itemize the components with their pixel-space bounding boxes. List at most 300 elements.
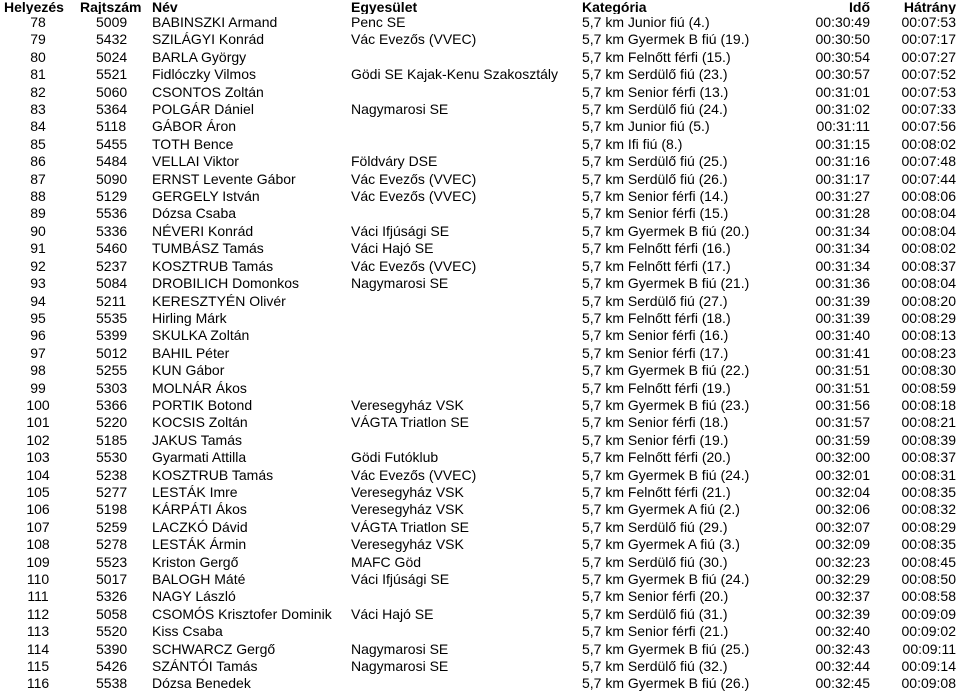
- cell-gap: 00:08:35: [901, 536, 956, 553]
- cell-club: [351, 380, 582, 397]
- cell-bib: 5303: [96, 379, 128, 396]
- cell-category: 5,7 km Serdülő fiú (31.): [582, 605, 728, 622]
- cell-time: 00:31:34: [815, 240, 870, 257]
- cell-club: [351, 345, 582, 362]
- cell-rank: 81: [30, 66, 46, 83]
- cell-category: 5,7 km Serdülő fiú (26.): [582, 170, 728, 187]
- cell-category: 5,7 km Junior fiú (4.): [582, 14, 710, 30]
- cell-name: GERGELY István: [152, 188, 260, 205]
- cell-rank: 108: [26, 536, 50, 553]
- cell-club: [351, 293, 582, 310]
- cell-gap: 00:08:37: [901, 257, 956, 274]
- cell-name: KUN Gábor: [152, 362, 225, 379]
- cell-bib: 5484: [96, 153, 128, 170]
- cell-rank: 91: [30, 240, 46, 257]
- cell-name: DROBILICH Domonkos: [152, 275, 300, 292]
- cell-category: 5,7 km Ifi fiú (8.): [582, 135, 683, 152]
- cell-category: 5,7 km Felnőtt férfi (19.): [582, 379, 731, 396]
- cell-rank: 114: [26, 640, 50, 657]
- cell-name: TUMBÁSZ Tamás: [152, 240, 264, 257]
- cell-rank: 103: [26, 449, 50, 466]
- cell-bib: 5060: [96, 83, 128, 100]
- cell-gap: 00:07:53: [901, 14, 956, 30]
- cell-club: Nagymarosi SE: [351, 658, 449, 675]
- cell-category: 5,7 km Serdülő fiú (30.): [582, 553, 728, 570]
- cell-name: KOSZTRUB Tamás: [152, 257, 274, 274]
- cell-time: 00:31:28: [815, 205, 870, 222]
- cell-rank: 80: [30, 48, 46, 65]
- cell-bib: 5455: [96, 135, 128, 152]
- cell-rank: 92: [30, 257, 46, 274]
- cell-club: Földváry DSE: [351, 153, 438, 170]
- header-name: Név: [152, 0, 178, 14]
- cell-name: Kriston Gergő: [152, 553, 239, 570]
- cell-category: 5,7 km Felnőtt férfi (18.): [582, 309, 731, 326]
- cell-club: Vác Evezős (VVEC): [351, 466, 477, 483]
- cell-gap: 00:08:35: [901, 483, 956, 500]
- cell-bib: 5012: [96, 344, 128, 361]
- cell-bib: 5523: [96, 553, 128, 570]
- cell-club: VÁGTA Triatlon SE: [351, 518, 470, 535]
- cell-bib: 5211: [96, 292, 127, 309]
- cell-club: [351, 49, 582, 66]
- table-row: [0, 449, 960, 466]
- cell-time: 00:32:29: [815, 571, 870, 587]
- cell-rank: 86: [30, 153, 46, 170]
- cell-bib: 5129: [96, 188, 128, 205]
- cell-name: LACZKÓ Dávid: [152, 518, 248, 535]
- cell-bib: 5237: [96, 257, 128, 274]
- cell-club: [351, 432, 582, 449]
- cell-rank: 110: [26, 571, 50, 587]
- cell-time: 00:31:40: [815, 327, 870, 344]
- cell-club: Vác Evezős (VVEC): [351, 188, 477, 205]
- table-row: [0, 101, 960, 118]
- table-row: [0, 66, 960, 83]
- cell-name: VELLAI Viktor: [152, 153, 239, 170]
- cell-club: Vác Evezős (VVEC): [351, 170, 477, 187]
- cell-bib: 5336: [96, 222, 128, 239]
- cell-bib: 5024: [96, 48, 128, 65]
- cell-time: 00:30:50: [815, 31, 870, 48]
- cell-name: Dózsa Benedek: [152, 675, 251, 692]
- cell-time: 00:31:36: [815, 275, 870, 292]
- cell-bib: 5238: [96, 466, 128, 483]
- cell-bib: 5426: [96, 658, 128, 675]
- cell-gap: 00:07:53: [901, 83, 956, 100]
- cell-category: 5,7 km Gyermek B fiú (23.): [582, 396, 750, 413]
- cell-name: Kiss Csaba: [152, 623, 223, 640]
- cell-time: 00:32:43: [815, 640, 870, 657]
- cell-name: Hirling Márk: [152, 309, 227, 326]
- cell-bib: 5009: [96, 14, 128, 30]
- cell-rank: 113: [26, 623, 50, 640]
- cell-club: Gödi SE Kajak-Kenu Szakosztály: [351, 66, 558, 83]
- cell-gap: 00:08:20: [901, 292, 956, 309]
- cell-gap: 00:08:59: [901, 379, 956, 396]
- cell-category: 5,7 km Senior férfi (13.): [582, 83, 729, 100]
- table-row: [0, 205, 960, 222]
- cell-gap: 00:08:45: [901, 553, 956, 570]
- cell-bib: 5521: [96, 66, 128, 83]
- cell-category: 5,7 km Senior férfi (20.): [582, 588, 729, 605]
- cell-time: 00:31:51: [815, 379, 870, 396]
- cell-club: Váci Ifjúsági SE: [351, 222, 450, 239]
- cell-time: 00:31:57: [815, 414, 870, 431]
- cell-bib: 5220: [96, 414, 128, 431]
- cell-club: [351, 588, 582, 605]
- cell-name: KERESZTYÉN Olivér: [152, 292, 286, 309]
- cell-name: POLGÁR Dániel: [152, 101, 254, 118]
- cell-category: 5,7 km Serdülő fiú (25.): [582, 153, 728, 170]
- cell-category: 5,7 km Gyermek B fiú (24.): [582, 466, 750, 483]
- cell-gap: 00:07:17: [901, 31, 956, 48]
- cell-rank: 109: [26, 553, 50, 570]
- cell-bib: 5538: [96, 675, 128, 692]
- cell-time: 00:32:37: [815, 588, 870, 605]
- cell-club: Veresegyház VSK: [351, 501, 464, 518]
- table-row: [0, 675, 960, 692]
- cell-category: 5,7 km Gyermek A fiú (2.): [582, 501, 740, 518]
- cell-name: KÁRPÁTI Ákos: [152, 501, 247, 518]
- cell-rank: 100: [26, 396, 50, 413]
- cell-time: 00:30:49: [815, 14, 870, 30]
- cell-category: 5,7 km Felnőtt férfi (16.): [582, 240, 731, 257]
- table-row: [0, 240, 960, 257]
- cell-gap: 00:08:30: [901, 362, 956, 379]
- cell-bib: 5520: [96, 623, 128, 640]
- table-row: [0, 136, 960, 153]
- cell-rank: 101: [26, 414, 50, 431]
- cell-time: 00:31:34: [815, 257, 870, 274]
- cell-club: Gödi Futóklub: [351, 449, 439, 466]
- cell-category: 5,7 km Serdülő fiú (23.): [582, 66, 728, 83]
- cell-rank: 85: [30, 135, 46, 152]
- cell-time: 00:31:27: [815, 188, 870, 205]
- cell-bib: 5277: [96, 483, 128, 500]
- table-row: [0, 554, 960, 571]
- cell-club: [351, 205, 582, 222]
- cell-rank: 97: [30, 344, 46, 361]
- table-row: [0, 588, 960, 605]
- table-row: [0, 49, 960, 66]
- cell-bib: 5536: [96, 205, 128, 222]
- cell-category: 5,7 km Gyermek B fiú (20.): [582, 222, 750, 239]
- cell-bib: 5390: [96, 640, 128, 657]
- cell-time: 00:31:39: [815, 292, 870, 309]
- cell-gap: 00:08:04: [901, 205, 956, 222]
- cell-time: 00:30:54: [815, 48, 870, 65]
- cell-club: [351, 136, 582, 153]
- cell-rank: 104: [26, 466, 50, 483]
- cell-gap: 00:09:02: [901, 623, 956, 640]
- cell-name: GÁBOR Áron: [152, 118, 237, 135]
- table-row: [0, 345, 960, 362]
- cell-time: 00:31:56: [815, 396, 870, 413]
- cell-bib: 5017: [96, 571, 128, 587]
- cell-gap: 00:08:02: [901, 135, 956, 152]
- cell-gap: 00:08:29: [901, 309, 956, 326]
- cell-club: [351, 327, 582, 344]
- cell-time: 00:31:41: [815, 344, 870, 361]
- cell-name: PORTIK Botond: [152, 396, 253, 413]
- cell-club: MAFC Göd: [351, 553, 422, 570]
- cell-club: Veresegyház VSK: [351, 483, 464, 500]
- cell-gap: 00:07:56: [901, 118, 956, 135]
- table-row: [0, 536, 960, 553]
- cell-category: 5,7 km Gyermek B fiú (25.): [582, 640, 750, 657]
- cell-bib: 5058: [96, 605, 128, 622]
- cell-club: [351, 675, 582, 692]
- table-row: [0, 223, 960, 240]
- table-row: [0, 519, 960, 536]
- header-rank: Helyezés: [4, 0, 64, 14]
- cell-club: Vác Evezős (VVEC): [351, 257, 477, 274]
- cell-rank: 87: [30, 170, 46, 187]
- cell-time: 00:31:01: [815, 83, 870, 100]
- cell-bib: 5366: [96, 396, 128, 413]
- cell-name: SKULKA Zoltán: [152, 327, 250, 344]
- cell-name: BALOGH Máté: [152, 571, 246, 587]
- cell-name: SZILÁGYI Konrád: [152, 31, 265, 48]
- cell-category: 5,7 km Gyermek B fiú (24.): [582, 571, 750, 587]
- cell-bib: 5432: [96, 31, 128, 48]
- cell-bib: 5259: [96, 518, 128, 535]
- cell-club: Nagymarosi SE: [351, 640, 449, 657]
- cell-time: 00:31:02: [815, 101, 870, 118]
- cell-rank: 78: [30, 14, 46, 30]
- cell-club: Váci Ifjúsági SE: [351, 571, 450, 587]
- cell-time: 00:32:07: [815, 518, 870, 535]
- cell-club: [351, 623, 582, 640]
- table-row: [0, 153, 960, 170]
- table-row: [0, 275, 960, 292]
- cell-category: 5,7 km Senior férfi (16.): [582, 327, 729, 344]
- cell-gap: 00:09:08: [901, 675, 956, 692]
- cell-gap: 00:08:31: [901, 466, 956, 483]
- table-row: [0, 397, 960, 414]
- cell-gap: 00:08:04: [901, 275, 956, 292]
- cell-gap: 00:08:32: [901, 501, 956, 518]
- cell-time: 00:32:01: [815, 466, 870, 483]
- cell-club: Vác Evezős (VVEC): [351, 31, 477, 48]
- cell-name: KOSZTRUB Tamás: [152, 466, 274, 483]
- cell-rank: 93: [30, 275, 46, 292]
- table-row: [0, 84, 960, 101]
- cell-club: Nagymarosi SE: [351, 101, 449, 118]
- cell-club: Váci Hajó SE: [351, 605, 434, 622]
- table-row: [0, 501, 960, 518]
- cell-bib: 5118: [96, 118, 127, 135]
- table-row: [0, 31, 960, 48]
- cell-gap: 00:07:48: [901, 153, 956, 170]
- cell-bib: 5084: [96, 275, 128, 292]
- cell-rank: 82: [30, 83, 46, 100]
- cell-category: 5,7 km Gyermek B fiú (19.): [582, 31, 750, 48]
- cell-category: 5,7 km Felnőtt férfi (15.): [582, 48, 731, 65]
- cell-rank: 96: [30, 327, 46, 344]
- cell-gap: 00:08:18: [901, 396, 956, 413]
- cell-rank: 111: [27, 588, 49, 605]
- cell-category: 5,7 km Felnőtt férfi (21.): [582, 483, 731, 500]
- cell-time: 00:31:11: [816, 118, 870, 135]
- cell-gap: 00:08:29: [901, 518, 956, 535]
- cell-bib: 5278: [96, 536, 128, 553]
- cell-gap: 00:08:39: [901, 431, 956, 448]
- table-row: [0, 571, 960, 588]
- table-row: [0, 171, 960, 188]
- cell-time: 00:32:06: [815, 501, 870, 518]
- cell-gap: 00:08:58: [901, 588, 956, 605]
- cell-name: Fidlóczky Vilmos: [152, 66, 256, 83]
- cell-rank: 116: [26, 675, 50, 692]
- table-row: [0, 641, 960, 658]
- cell-bib: 5185: [96, 431, 128, 448]
- cell-rank: 99: [30, 379, 46, 396]
- cell-rank: 112: [26, 605, 50, 622]
- cell-name: JAKUS Tamás: [152, 431, 242, 448]
- cell-category: 5,7 km Gyermek A fiú (3.): [582, 536, 740, 553]
- cell-category: 5,7 km Senior férfi (21.): [582, 623, 729, 640]
- cell-club: Nagymarosi SE: [351, 275, 449, 292]
- cell-category: 5,7 km Serdülő fiú (29.): [582, 518, 728, 535]
- table-row: [0, 310, 960, 327]
- cell-club: Váci Hajó SE: [351, 240, 434, 257]
- cell-rank: 83: [30, 101, 46, 118]
- header-time: Idő: [849, 0, 870, 14]
- cell-name: CSOMÓS Krisztofer Dominik: [152, 605, 332, 622]
- cell-time: 00:31:16: [815, 153, 870, 170]
- cell-bib: 5326: [96, 588, 128, 605]
- cell-gap: 00:07:44: [901, 170, 956, 187]
- cell-name: LESTÁK Ármin: [152, 536, 247, 553]
- cell-club: [351, 118, 582, 135]
- cell-category: 5,7 km Senior férfi (15.): [582, 205, 729, 222]
- header-gap: Hátrány: [903, 0, 956, 14]
- cell-name: SCHWARCZ Gergő: [152, 640, 276, 657]
- cell-name: Dózsa Csaba: [152, 205, 237, 222]
- cell-club: Penc SE: [351, 14, 406, 30]
- cell-time: 00:30:57: [815, 66, 870, 83]
- header-club: Egyesület: [351, 0, 418, 14]
- table-row: [0, 658, 960, 675]
- table-row: [0, 380, 960, 397]
- cell-name: Gyarmati Attilla: [152, 449, 247, 466]
- cell-time: 00:31:39: [815, 309, 870, 326]
- cell-time: 00:31:34: [815, 222, 870, 239]
- table-row: [0, 623, 960, 640]
- cell-club: [351, 362, 582, 379]
- cell-category: 5,7 km Serdülő fiú (24.): [582, 101, 728, 118]
- cell-rank: 79: [30, 31, 46, 48]
- cell-rank: 115: [26, 658, 50, 675]
- cell-rank: 88: [30, 188, 46, 205]
- cell-gap: 00:07:52: [901, 66, 956, 83]
- cell-category: 5,7 km Gyermek B fiú (26.): [582, 675, 750, 692]
- cell-gap: 00:08:06: [901, 188, 956, 205]
- cell-category: 5,7 km Senior férfi (17.): [582, 344, 729, 361]
- cell-rank: 95: [30, 309, 46, 326]
- cell-gap: 00:09:09: [901, 605, 956, 622]
- cell-gap: 00:09:11: [902, 640, 956, 657]
- cell-category: 5,7 km Senior férfi (19.): [582, 431, 729, 448]
- cell-bib: 5399: [96, 327, 128, 344]
- table-row: [0, 118, 960, 135]
- cell-name: MOLNÁR Ákos: [152, 379, 247, 396]
- cell-rank: 94: [30, 292, 46, 309]
- cell-bib: 5198: [96, 501, 128, 518]
- cell-rank: 90: [30, 222, 46, 239]
- cell-bib: 5535: [96, 309, 128, 326]
- cell-rank: 98: [30, 362, 46, 379]
- cell-gap: 00:08:13: [901, 327, 956, 344]
- results-body: [0, 14, 960, 693]
- cell-name: CSONTOS Zoltán: [152, 83, 264, 100]
- cell-bib: 5364: [96, 101, 128, 118]
- cell-time: 00:32:04: [815, 483, 870, 500]
- cell-name: ERNST Levente Gábor: [152, 170, 296, 187]
- cell-category: 5,7 km Felnőtt férfi (20.): [582, 449, 731, 466]
- cell-time: 00:32:40: [815, 623, 870, 640]
- cell-name: KOCSIS Zoltán: [152, 414, 248, 431]
- cell-time: 00:32:45: [815, 675, 870, 692]
- cell-category: 5,7 km Gyermek B fiú (21.): [582, 275, 750, 292]
- cell-time: 00:32:39: [815, 605, 870, 622]
- cell-name: NÉVERI Konrád: [152, 222, 254, 239]
- table-row: [0, 606, 960, 623]
- cell-gap: 00:08:50: [901, 571, 956, 587]
- cell-gap: 00:07:33: [901, 101, 956, 118]
- table-row: [0, 14, 960, 31]
- cell-rank: 84: [30, 118, 46, 135]
- cell-time: 00:32:00: [815, 449, 870, 466]
- table-row: [0, 258, 960, 275]
- cell-club: VÁGTA Triatlon SE: [351, 414, 470, 431]
- cell-gap: 00:08:02: [901, 240, 956, 257]
- cell-name: BAHIL Péter: [152, 344, 230, 361]
- cell-name: BABINSZKI Armand: [152, 14, 278, 30]
- cell-rank: 105: [26, 483, 50, 500]
- cell-category: 5,7 km Felnőtt férfi (17.): [582, 257, 731, 274]
- cell-gap: 00:08:04: [901, 222, 956, 239]
- cell-time: 00:31:17: [815, 170, 870, 187]
- cell-category: 5,7 km Senior férfi (14.): [582, 188, 729, 205]
- cell-gap: 00:08:21: [901, 414, 956, 431]
- table-row: [0, 467, 960, 484]
- cell-time: 00:31:15: [815, 135, 870, 152]
- cell-bib: 5255: [96, 362, 128, 379]
- table-row: [0, 432, 960, 449]
- cell-club: [351, 84, 582, 101]
- cell-time: 00:32:09: [815, 536, 870, 553]
- cell-category: 5,7 km Gyermek B fiú (22.): [582, 362, 750, 379]
- cell-gap: 00:08:37: [901, 449, 956, 466]
- cell-time: 00:32:23: [815, 553, 870, 570]
- cell-category: 5,7 km Junior fiú (5.): [582, 118, 710, 135]
- cell-gap: 00:08:23: [901, 344, 956, 361]
- cell-bib: 5530: [96, 449, 128, 466]
- cell-bib: 5460: [96, 240, 128, 257]
- cell-time: 00:31:59: [815, 431, 870, 448]
- cell-gap: 00:07:27: [901, 48, 956, 65]
- cell-bib: 5090: [96, 170, 128, 187]
- cell-name: SZÁNTÓI Tamás: [152, 658, 258, 675]
- cell-rank: 106: [26, 501, 50, 518]
- cell-category: 5,7 km Senior férfi (18.): [582, 414, 729, 431]
- table-row: [0, 414, 960, 431]
- cell-club: Veresegyház VSK: [351, 396, 464, 413]
- cell-category: 5,7 km Serdülő fiú (27.): [582, 292, 728, 309]
